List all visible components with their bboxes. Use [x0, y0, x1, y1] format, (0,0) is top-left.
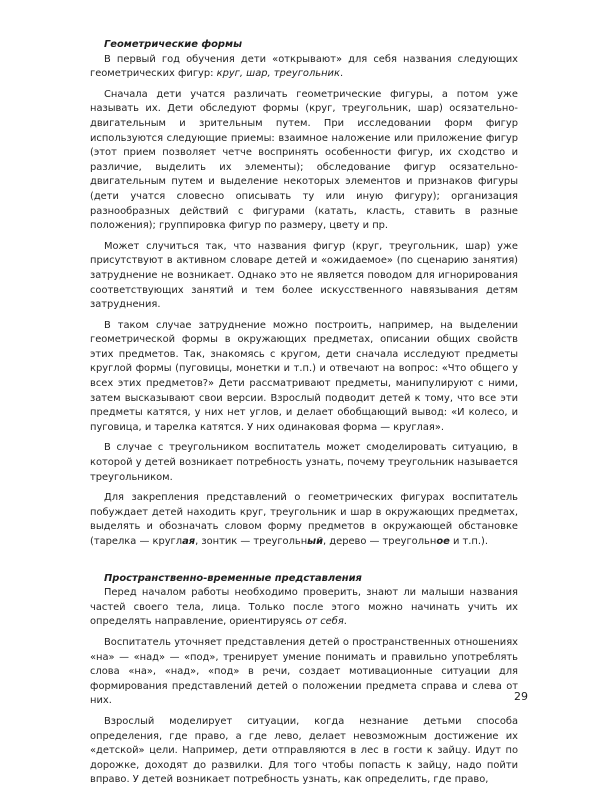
paragraph: В первый год обучения дети «открывают» для себя названия следующих геометрических фигур: круг, шар, треугольник.: [90, 53, 518, 80]
emphasis-from-self: от себя: [305, 616, 344, 628]
paragraph: Сначала дети учатся различать геометрические фигуры, а потом уже называть их. Дети обследуют формы (круг, треугольник, шар) осязательно-двигательным и зрительным путем. При исследовании форм фигур используются следующие приемы: взаимное наложение или приложение фигур (этот прием позволяет четче воспринять особенности фигур, их сходство и различие, выделить их элементы); обследование фигур осязательно-двигательным путем и выделение некоторых элементов и признаков фигуры (дети учатся словесно описывать ту или иную фигуру); организация разнообразных действий с фигурами (катать, класть, ставить в разные положения); группировка фигур по размеру, цвету и пр.: [90, 88, 518, 232]
paragraph: В таком случае затруднение можно построить, например, на выделении геометрической формы в окружающих предметах, описании общих свойств этих предметов. Так, знакомясь с кругом, дети сначала исследуют предметы круглой формы (пуговицы, монетки и т.п.) и отвечают на вопрос: «Что общего у всех этих предметов?» Дети рассматривают предметы, манипулируют с ними, затем высказывают свои версии. Взрослый подводит детей к тому, что все эти предметы катятся, у них нет углов, и делает обобщающий вывод: «И колесо, и пуговица, и тарелка катятся. У них одинаковая форма — круглая».: [90, 319, 518, 433]
emphasis-ending: ый: [307, 536, 324, 547]
emphasis-shapes: круг, шар, треугольник: [216, 68, 340, 80]
emphasis-ending: ое: [436, 536, 450, 547]
paragraph: Взрослый моделирует ситуации, когда незнание детьми способа определения, где право, а где лево, делает невозможным достижение их «детской» цели. Например, дети отправляются в лес в гости к зайцу. Идут по дорожке, доходят до развилки. Для того чтобы попасть к зайцу, надо пойти вправо. У детей возникает потребность узнать, как определить, где право,: [90, 715, 518, 786]
paragraph: Для закрепления представлений о геометрических фигурах воспитатель побуждает детей находить круг, треугольник и шар в окружающих предметах, выделять и обозначать словом форму предметов в окружающей обстановке (тарелка — круглая, зонтик — треугольный, дерево — треугольное и т.п.).: [90, 492, 518, 547]
section-heading-geometric-shapes: Геометрические формы: [104, 39, 242, 50]
paragraph: Перед началом работы необходимо проверить, знают ли малыши названия частей своего тела, лица. Только после этого можно начинать учить их определять направление, ориентируясь от себя.: [90, 587, 518, 628]
section-heading-spatial-temporal: Пространственно-временные представления: [104, 572, 362, 584]
paragraph: Воспитатель уточняет представления детей о пространственных отношениях «на» — «над» — «под», тренирует умение понимать и правильно употреблять слова «на», «над», «под» в речи, создает мотивационные ситуации для формирования представлений детей о положении предмета справа и слева от них.: [90, 636, 518, 707]
paragraph: В случае с треугольником воспитатель может смоделировать ситуацию, в которой у детей возникает потребность узнать, почему треугольник называется треугольником.: [90, 442, 518, 483]
paragraph: Может случиться так, что названия фигур (круг, треугольник, шар) уже присутствуют в активном словаре детей и «ожидаемое» (по сценарию занятия) затруднение не возникает. Однако это не является поводом для игнорирования соответствующих занятий и тем более искусственного навязывания детям затруднения.: [90, 240, 518, 311]
text-column: [90, 38, 518, 794]
page-number: 29: [514, 690, 528, 703]
emphasis-ending: ая: [182, 536, 196, 547]
section-spacer: [90, 556, 518, 572]
